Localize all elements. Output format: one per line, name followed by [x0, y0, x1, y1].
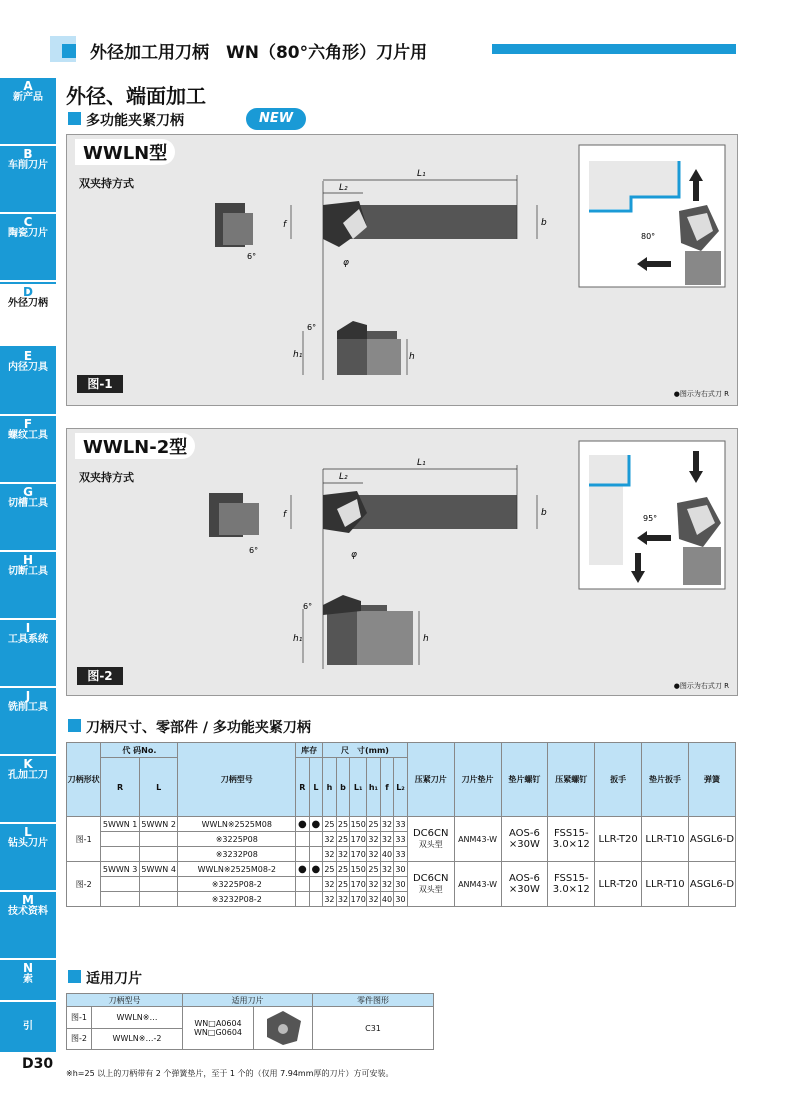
cell-h1: 32: [380, 832, 394, 847]
tab-letter: J: [25, 689, 31, 703]
cell-l: 5WWN 4: [139, 862, 178, 877]
cell-f: 33: [394, 817, 408, 832]
cell-h: 25: [323, 817, 337, 832]
cell-stock-l: [309, 832, 323, 847]
cell-l: [139, 832, 178, 847]
header-s: L₂: [394, 758, 408, 817]
cell-stock-l: ●: [309, 817, 323, 832]
cell-fig: 图-2: [67, 1028, 92, 1050]
cell-f: 33: [394, 847, 408, 862]
angle-80: 80°: [641, 232, 656, 241]
cell-l1: 170: [350, 847, 367, 862]
tab-text: 孔加工刀: [8, 770, 48, 781]
cell-l2: 32: [367, 832, 381, 847]
dim-b: b: [541, 218, 547, 228]
side-tab-h[interactable]: [0, 552, 56, 620]
header-h: h: [323, 758, 337, 817]
cell-model: WWLN※2525M08-2: [178, 862, 296, 877]
header-mark-inner: [62, 44, 76, 58]
header-h1: h₁: [367, 758, 381, 817]
cell-h: 32: [323, 847, 337, 862]
bullet-square: [68, 719, 81, 732]
figure-label: 图-1: [77, 375, 123, 393]
side-tab-m[interactable]: [0, 892, 56, 960]
header-part-clamp: 压紧刀片: [407, 743, 454, 817]
insert-table: [66, 993, 434, 1050]
cell-spring: ASGL6-D: [688, 862, 735, 907]
header-holder: 刀柄型号: [67, 994, 183, 1007]
side-tab-e[interactable]: [0, 348, 56, 416]
cell-shim-wrench: LLR-T10: [642, 817, 689, 862]
bullet-square: [68, 112, 81, 125]
angle-2: 6°: [303, 602, 313, 611]
dim-l2: L₂: [339, 472, 348, 482]
figure-label: 图-2: [77, 667, 123, 685]
cell-stock-r: [296, 877, 310, 892]
cell-stock-r: [296, 847, 310, 862]
tab-letter: I: [25, 621, 31, 635]
tab-letter: D: [23, 285, 33, 299]
spec-table: [66, 742, 736, 907]
header-model: 刀柄型号: [178, 743, 296, 817]
tab-text: 钻头刀片: [8, 838, 48, 849]
cell-f: 30: [394, 892, 408, 907]
side-tab-n[interactable]: [0, 960, 56, 1002]
cell-shim: ANM43-W: [454, 817, 501, 862]
cell-b: 32: [336, 892, 350, 907]
cell-l1: 170: [350, 892, 367, 907]
header-part-shim-wrench: 垫片扳手: [642, 743, 689, 817]
header-r: R: [101, 758, 140, 817]
page-title: 外径加工用刀柄 WN（80°六角形）刀片用: [90, 43, 428, 63]
cell-r: 5WWN 1: [101, 817, 140, 832]
header-stock-l: L: [309, 758, 323, 817]
cell-h1: 32: [380, 862, 394, 877]
panel-note: ●图示为右式刀 R: [673, 682, 729, 690]
cell-stock-r: ●: [296, 862, 310, 877]
side-tab-l[interactable]: [0, 824, 56, 892]
tab-letter: L: [24, 825, 32, 839]
cell-stock-l: [309, 847, 323, 862]
cell-stock-l: [309, 877, 323, 892]
cell-screw: FSS15- 3.0×12: [548, 862, 595, 907]
new-badge: NEW: [246, 108, 306, 130]
header-stock-r: R: [296, 758, 310, 817]
dim-l1: L₁: [417, 458, 426, 468]
side-tab-b[interactable]: [0, 146, 56, 214]
tab-text: 外径刀柄: [8, 298, 48, 309]
panel-note: ●图示为右式刀 R: [673, 390, 729, 398]
header-part-wrench: 扳手: [595, 743, 642, 817]
dim-f: f: [283, 510, 287, 520]
header-code: 代 码No.: [101, 743, 178, 758]
dim-l1: L₁: [417, 169, 426, 179]
angle-95: 95°: [643, 514, 658, 523]
cell-l2: 32: [367, 877, 381, 892]
dim-b: b: [541, 508, 547, 518]
cell-b: 32: [336, 847, 350, 862]
dim-f: f: [283, 220, 287, 230]
cell-h: 25: [323, 862, 337, 877]
cell-l1: 150: [350, 862, 367, 877]
insert-table-title: 适用刀片: [86, 971, 142, 987]
panel-title: WWLN型: [75, 139, 175, 165]
cell-h1: 40: [380, 892, 394, 907]
cell-h1: 32: [380, 817, 394, 832]
cell-model: WWLN※…: [92, 1007, 183, 1029]
header-l: L: [139, 758, 178, 817]
footnote: ※h=25 以上的刀柄带有 2 个弹簧垫片，至于 1 个的（仅用 7.94mm厚的刀片）方可安装。: [66, 1069, 394, 1078]
cell-model: WWLN※…-2: [92, 1028, 183, 1050]
cell-f: 33: [394, 832, 408, 847]
tab-letter: C: [23, 215, 33, 229]
side-tab-a[interactable]: [0, 78, 56, 146]
cell-clamp: [407, 817, 454, 862]
tab-text: 车削刀片: [8, 160, 48, 171]
header-page: 零件图形: [313, 994, 434, 1007]
cell-h: 32: [323, 892, 337, 907]
angle-2: 6°: [307, 323, 317, 332]
dim-phi: φ: [343, 258, 349, 268]
header-f: f: [380, 758, 394, 817]
angle-1: 6°: [247, 252, 257, 261]
cell-l: 5WWN 2: [139, 817, 178, 832]
cell-h1: 40: [380, 847, 394, 862]
header-stock: 库存: [296, 743, 323, 758]
cell-r: 5WWN 3: [101, 862, 140, 877]
cell-model: WWLN※2525M08: [178, 817, 296, 832]
header-dims: 尺 寸(mm): [323, 743, 408, 758]
tab-text: 内径刀具: [8, 362, 48, 373]
tab-text: 引: [23, 1021, 33, 1032]
tool-drawing-2: [67, 429, 737, 695]
cell-r: [101, 892, 140, 907]
cell-stock-r: ●: [296, 817, 310, 832]
panel-title: WWLN-2型: [75, 433, 195, 459]
clamp-sub: 双头型: [418, 840, 443, 849]
drawing-panel-2: [66, 428, 738, 696]
section-title: 外径、端面加工: [66, 84, 206, 108]
tab-letter: K: [23, 757, 33, 771]
tab-letter: N: [22, 961, 34, 975]
cell-stock-l: [309, 892, 323, 907]
header-part-screw: 压紧螺钉: [548, 743, 595, 817]
side-index: [0, 78, 56, 1096]
cell-l: [139, 877, 178, 892]
cell-l2: 25: [367, 817, 381, 832]
header-shape: 刀柄形状: [67, 743, 101, 817]
cell-model: ※3225P08: [178, 832, 296, 847]
cell-model: ※3232P08-2: [178, 892, 296, 907]
cell-h: 32: [323, 877, 337, 892]
section-subtitle: 多功能夹紧刀柄: [86, 113, 184, 129]
bullet-square: [68, 970, 81, 983]
tab-letter: A: [23, 79, 33, 93]
dim-h1: h₁: [293, 350, 303, 360]
cell-wrench: LLR-T20: [595, 817, 642, 862]
cell-model: ※3232P08: [178, 847, 296, 862]
side-tab-k[interactable]: [0, 756, 56, 824]
cell-shim-screw: AOS-6 ×30W: [501, 862, 548, 907]
cell-l: [139, 892, 178, 907]
clamp-sub: 双头型: [418, 885, 443, 894]
side-tab-index[interactable]: [0, 1002, 56, 1054]
cell-r: [101, 877, 140, 892]
dim-h: h: [409, 352, 415, 362]
cell-r: [101, 847, 140, 862]
tab-text: 陶瓷刀片: [8, 228, 48, 239]
cell-l1: 150: [350, 817, 367, 832]
side-tab-c[interactable]: [0, 214, 56, 282]
header-part-shim: 刀片垫片: [454, 743, 501, 817]
tab-letter: M: [22, 893, 34, 907]
cell-b: 25: [336, 832, 350, 847]
cell-shim: ANM43-W: [454, 862, 501, 907]
tab-text: 索: [23, 974, 33, 985]
angle-1: 6°: [249, 546, 259, 555]
cell-l1: 170: [350, 832, 367, 847]
side-tab-j[interactable]: [0, 688, 56, 756]
tab-letter: H: [22, 553, 34, 567]
tab-text: 螺纹工具: [8, 430, 48, 441]
tab-text: 工具系统: [8, 634, 48, 645]
clamp-code: DC6CN: [412, 828, 449, 839]
cell-shim-screw: AOS-6 ×30W: [501, 817, 548, 862]
cell-model: ※3225P08-2: [178, 877, 296, 892]
header-insert: 适用刀片: [183, 994, 313, 1007]
header-l1: L₁: [350, 758, 367, 817]
cell-h1: 32: [380, 877, 394, 892]
cell-stock-r: [296, 832, 310, 847]
cell-stock-r: [296, 892, 310, 907]
dim-h: h: [423, 634, 429, 644]
header-part-shim-screw: 垫片螺钉: [501, 743, 548, 817]
cell-shape: 图-1: [67, 817, 101, 862]
tab-text: 技术资料: [8, 906, 48, 917]
side-tab-i[interactable]: [0, 620, 56, 688]
dim-l2: L₂: [339, 183, 348, 193]
side-tab-f[interactable]: [0, 416, 56, 484]
clamp-code: DC6CN: [412, 873, 449, 884]
cell-spring: ASGL6-D: [688, 817, 735, 862]
dim-h1: h₁: [293, 634, 303, 644]
cell-r: [101, 832, 140, 847]
cell-f: 30: [394, 877, 408, 892]
cell-l2: 32: [367, 847, 381, 862]
cell-l2: 25: [367, 862, 381, 877]
drawing-panel-1: [66, 134, 738, 406]
cell-f: 30: [394, 862, 408, 877]
cell-wrench: LLR-T20: [595, 862, 642, 907]
cell-b: 25: [336, 862, 350, 877]
tab-letter: B: [23, 147, 33, 161]
cell-page: C31: [313, 1007, 434, 1050]
tab-letter: G: [23, 485, 33, 499]
clamp-method: 双夹持方式: [79, 177, 134, 190]
cell-l: [139, 847, 178, 862]
cell-clamp: [407, 862, 454, 907]
side-tab-d[interactable]: [0, 282, 56, 348]
cell-b: 25: [336, 817, 350, 832]
page-number: D30: [22, 1056, 54, 1072]
tab-text: 切断工具: [8, 566, 48, 577]
tab-letter: F: [23, 417, 33, 431]
spec-table-title: 刀柄尺寸、零部件 / 多功能夹紧刀柄: [86, 720, 311, 736]
tab-text: 铣削工具: [8, 702, 48, 713]
cell-inserts: WN□A0604 WN□G0604: [183, 1007, 254, 1050]
cell-screw: FSS15- 3.0×12: [548, 817, 595, 862]
dim-phi: φ: [351, 550, 357, 560]
header-bar: [492, 44, 736, 54]
cell-stock-l: ●: [309, 862, 323, 877]
tab-text: 新产品: [13, 92, 43, 103]
insert-icon: [254, 1007, 313, 1050]
cell-l1: 170: [350, 877, 367, 892]
tab-letter: E: [23, 349, 33, 363]
clamp-method: 双夹持方式: [79, 471, 134, 484]
cell-h: 32: [323, 832, 337, 847]
cell-shape: 图-2: [67, 862, 101, 907]
header-part-spring: 弹簧: [688, 743, 735, 817]
cell-l2: 32: [367, 892, 381, 907]
tool-drawing-1: [67, 135, 737, 405]
cell-fig: 图-1: [67, 1007, 92, 1029]
tab-text: 切槽工具: [8, 498, 48, 509]
cell-shim-wrench: LLR-T10: [642, 862, 689, 907]
header-b: b: [336, 758, 350, 817]
side-tab-g[interactable]: [0, 484, 56, 552]
cell-b: 25: [336, 877, 350, 892]
